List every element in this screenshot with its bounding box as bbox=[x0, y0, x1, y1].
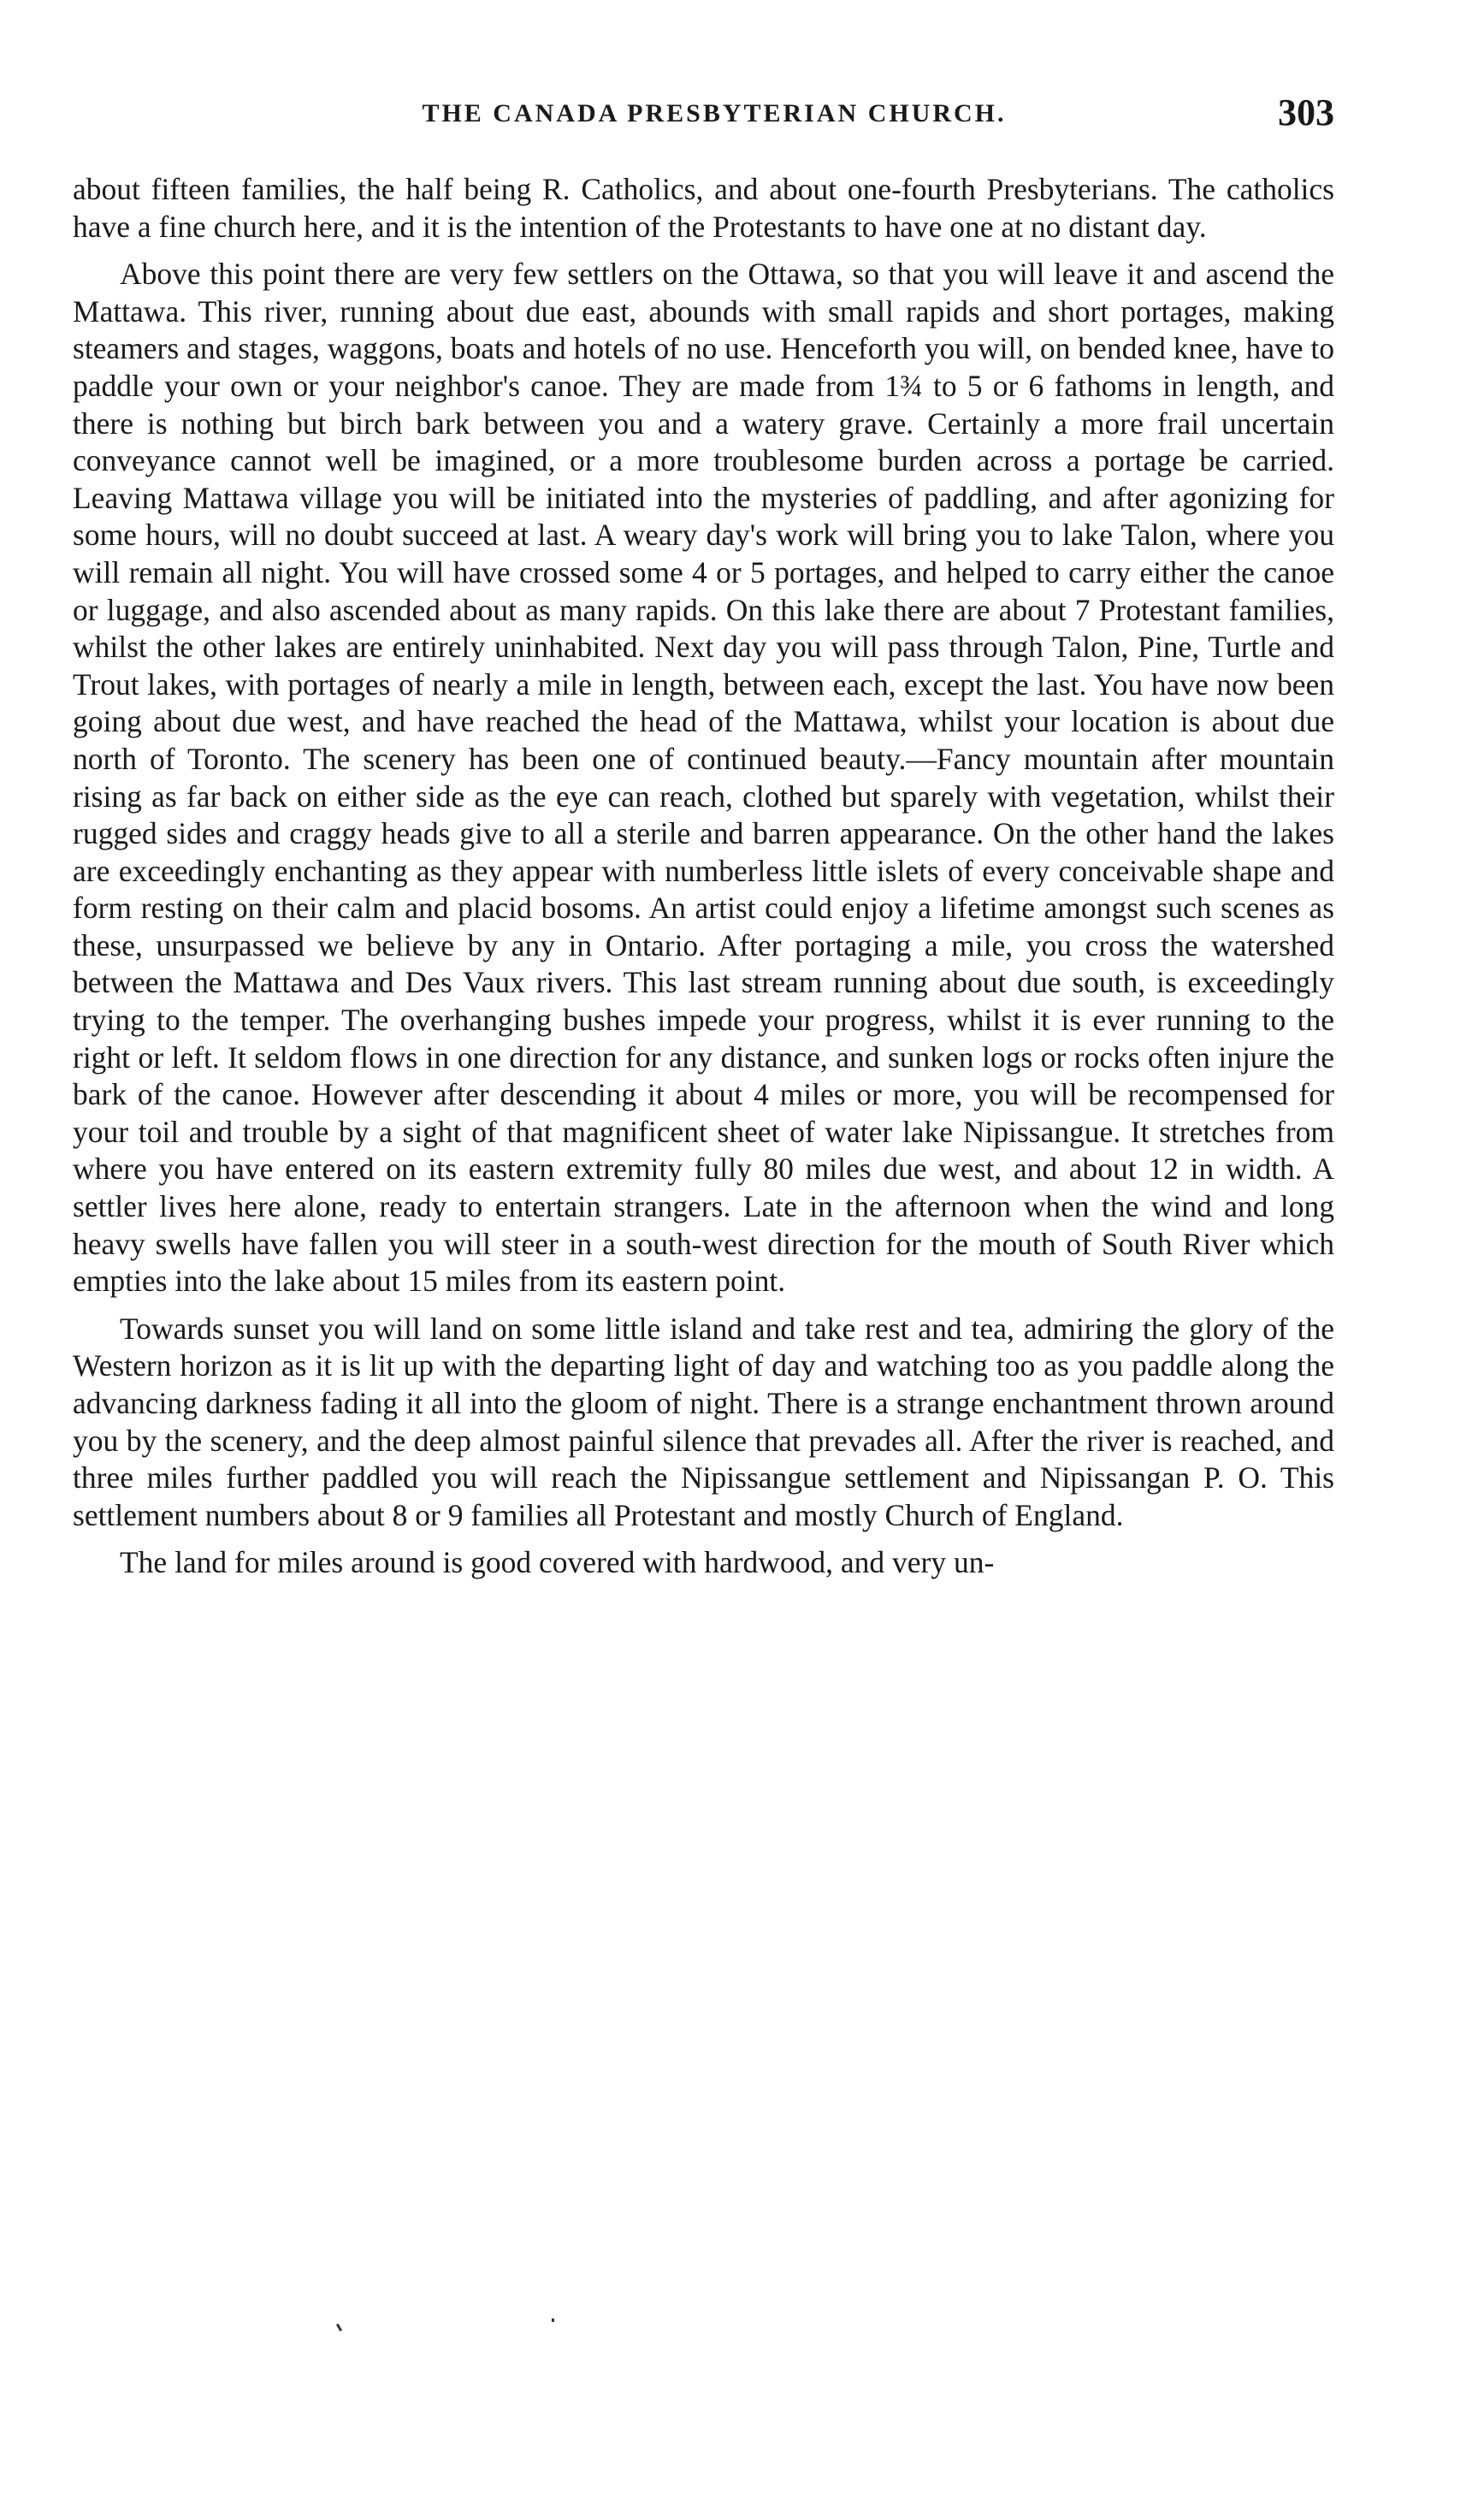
paragraph-2: Above this point there are very few settlers on the Ottawa, so that you will leave it and ascend the Mattawa. This river, running about due east, abounds with small rapids and short portages, making steamers and stages, waggons, boats and hotels of no use. Henceforth you will, on bended knee, have to paddle your own or your neighbor's canoe. They are made from 1¾ to 5 or 6 fathoms in length, and there is nothing but birch bark between you and a watery grave. Certainly a more frail uncertain conveyance cannot well be imagined, or a more troublesome burden across a portage be carried. Leaving Mattawa village you will be initiated into the mysteries of paddling, and after agonizing for some hours, will no doubt succeed at last. A weary day's work will bring you to lake Talon, where you will remain all night. You will have crossed some 4 or 5 portages, and helped to carry either the canoe or luggage, and also ascended about as many rapids. On this lake there are about 7 Protestant families, whilst the other lakes are entirely uninhabited. Next day you will pass through Talon, Pine, Turtle and Trout lakes, with portages of nearly a mile in length, between each, except the last. You have now been going about due west, and have reached the head of the Mattawa, whilst your location is about due north of Toronto. The scenery has been one of continued beauty.—Fancy mountain after mountain rising as far back on either side as the eye can reach, clothed but sparely with vegetation, whilst their rugged sides and craggy heads give to all a sterile and barren appearance. On the other hand the lakes are exceedingly enchanting as they appear with numberless little islets of every conceivable shape and form resting on their calm and placid bosoms. An artist could enjoy a lifetime amongst such scenes as these, unsurpassed we believe by any in Ontario. After portaging a mile, you cross the watershed between the Mattawa and Des Vaux rivers. This last stream running about due south, is exceedingly trying to the temper. The overhanging bushes impede your progress, whilst it is ever running to the right or left. It seldom flows in one direction for any distance, and sunken logs or rocks often injure the bark of the canoe. However after descending it about 4 miles or more, you will be recompensed for your toil and trouble by a sight of that magnificent sheet of water lake Nipissangue. It stretches from where you have entered on its eastern extremity fully 80 miles due west, and about 12 in width. A settler lives here alone, ready to entertain strangers. Late in the afternoon when the wind and long heavy swells have fallen you will steer in a south-west direction for the mouth of South River which empties into the lake about 15 miles from its eastern point. bbox=[73, 257, 1334, 1299]
running-title: THE CANADA PRESBYTERIAN CHURCH. bbox=[422, 99, 1007, 127]
ink-speck bbox=[552, 2319, 554, 2322]
running-header bbox=[73, 92, 1356, 147]
print-specks bbox=[338, 2319, 577, 2344]
page-number: 303 bbox=[1278, 92, 1334, 133]
paragraph-4: The land for miles around is good covered with hardwood, and very un- bbox=[120, 1545, 995, 1580]
body-text bbox=[73, 171, 1334, 1592]
paragraph-3: Towards sunset you will land on some little island and take rest and tea, admiring the glory of the Western horizon as it is lit up with the departing light of day and watching too as you paddle along the advancing darkness fading it all into the gloom of night. There is a strange enchantment thrown around you by the scenery, and the deep almost painful silence that prevades all. After the river is reached, and three miles further paddled you will reach the Nipissangue settlement and Nipissangan P. O. This settlement numbers about 8 or 9 families all Protestant and mostly Church of England. bbox=[73, 1311, 1334, 1532]
paragraph-1: about fifteen families, the half being R. Catholics, and about one-fourth Presbyterians. The catholics have a fine church here, and it is the intention of the Protestants to have one at no distant day. bbox=[73, 172, 1334, 244]
ink-speck bbox=[336, 2324, 342, 2331]
